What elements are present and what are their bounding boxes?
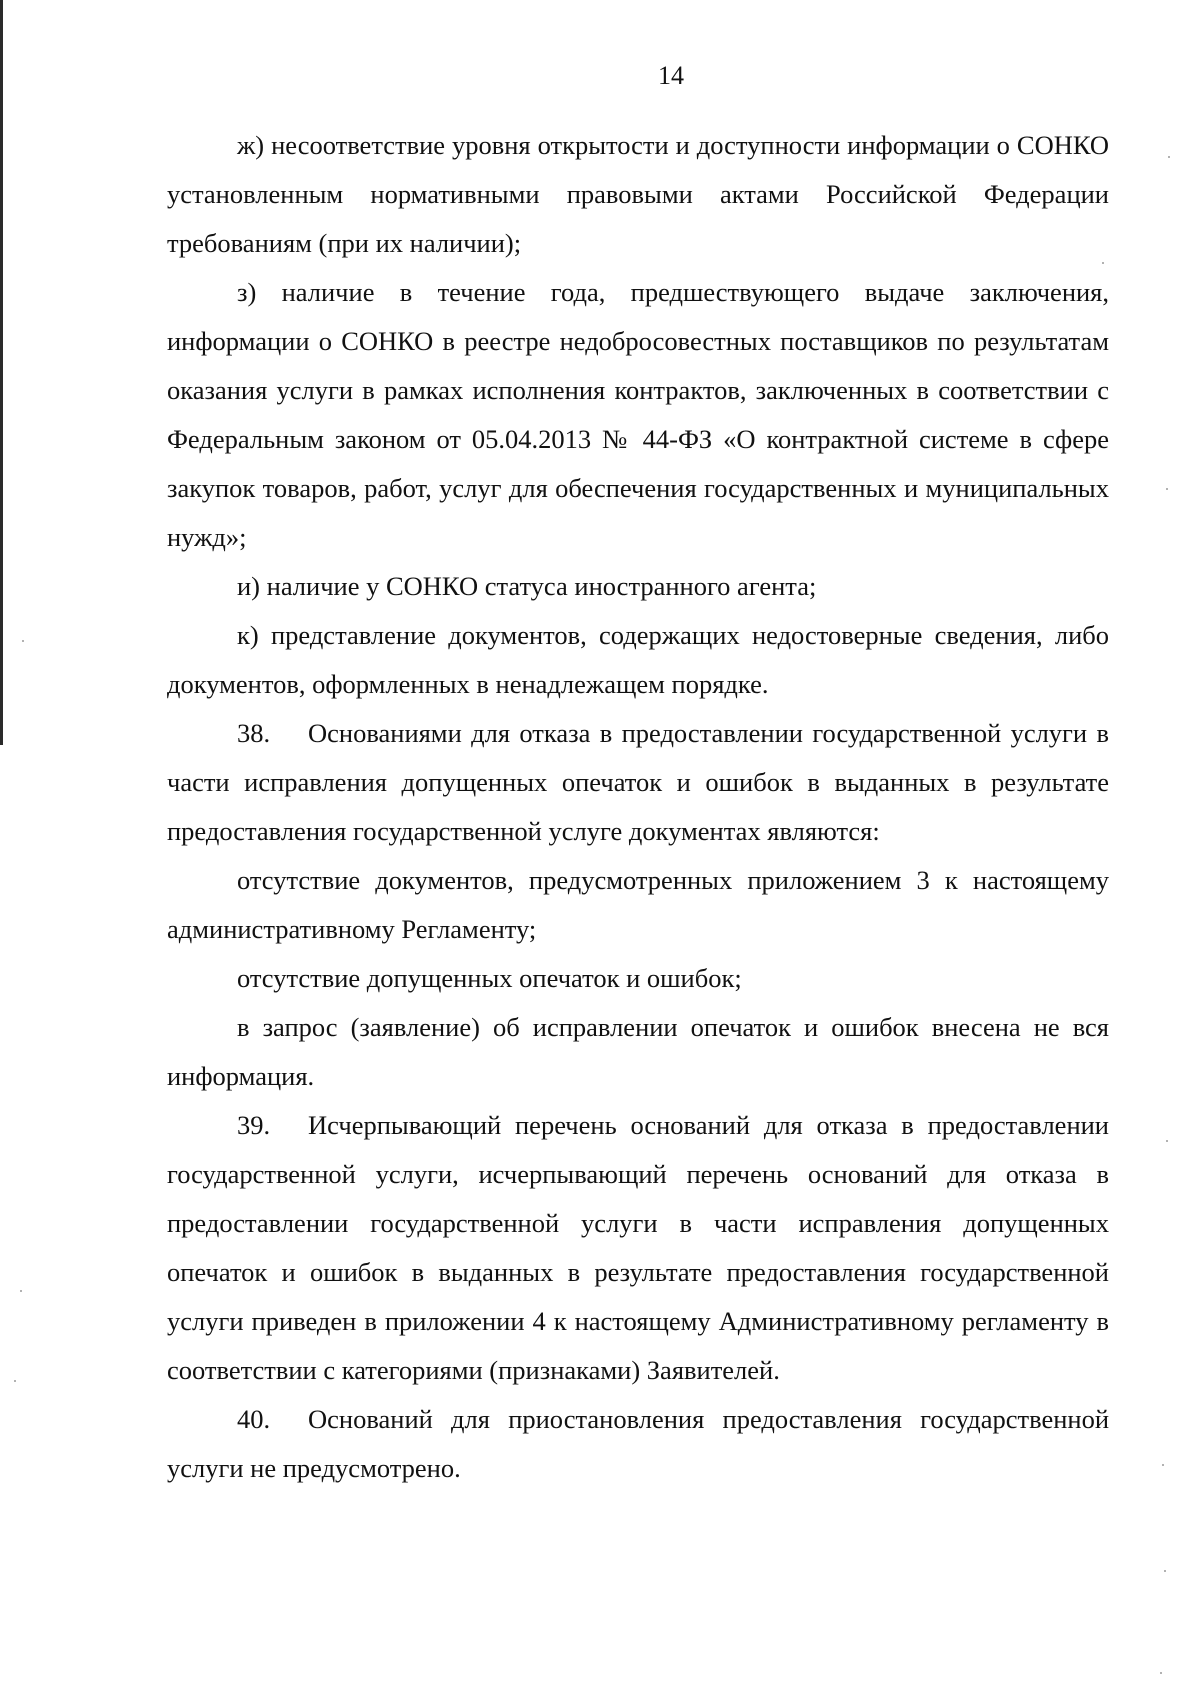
paragraph-number: 38. [237,718,271,748]
paragraph-38-item-3 [167,1003,1109,1101]
paragraph-text: и) наличие у СОНКО статуса иностранного агента; [237,571,817,601]
scan-edge [0,0,3,745]
paragraph-38-item-1 [167,856,1109,954]
paragraph-38-item-2 [167,954,1109,1003]
scan-speck [1160,1672,1162,1674]
scan-speck [1168,156,1170,158]
paragraph-text: отсутствие документов, предусмотренных приложением 3 к настоящему административному Регламенту; [167,865,1109,944]
paragraph-text: ж) несоответствие уровня открытости и доступности информации о СОНКО установленным нормативными правовыми актами Российской Федерации требованиям (при их наличии); [167,130,1109,258]
paragraph-number: 40. [237,1404,271,1434]
scan-speck [1164,1570,1166,1572]
paragraph-zh [167,121,1109,268]
paragraph-text: к) представление документов, содержащих недостоверные сведения, либо документов, оформленных в ненадлежащем порядке. [167,620,1109,699]
paragraph-number: 39. [237,1110,271,1140]
page-number: 14 [658,61,684,90]
document-body [167,121,1109,1493]
paragraph-40 [167,1395,1109,1493]
scan-speck [20,1290,22,1292]
paragraph-i [167,562,1109,611]
paragraph-k [167,611,1109,709]
scan-speck [1166,488,1168,490]
paragraph-text: Основаниями для отказа в предоставлении государственной услуги в части исправления допущенных опечаток и ошибок в выданных в результате предоставления государственной услуге документах являются: [167,718,1109,846]
paragraph-text: отсутствие допущенных опечаток и ошибок; [237,963,742,993]
paragraph-text: Исчерпывающий перечень оснований для отказа в предоставлении государственной услуги, исчерпывающий перечень оснований для отказа в предоставлении государственной услуги в части исправления допущенных опечаток и ошибок в выданных в результате предоставления государственной услуги приведен в приложении 4 к настоящему Административному регламенту в соответствии с категориями (признаками) Заявителей. [167,1110,1109,1385]
scan-speck [22,640,24,642]
scan-speck [1166,1140,1168,1142]
paragraph-39 [167,1101,1109,1395]
scan-speck [1102,262,1104,264]
paragraph-text: Оснований для приостановления предоставления государственной услуги не предусмотрено. [167,1404,1109,1483]
paragraph-text: з) наличие в течение года, предшествующего выдаче заключения, информации о СОНКО в реестре недобросовестных поставщиков по результатам оказания услуги в рамках исполнения контрактов, заключенных в соответствии с Федеральным законом от 05.04.2013 № 44-ФЗ «О контрактной системе в сфере закупок товаров, работ, услуг для обеспечения государственных и муниципальных нужд»; [167,277,1109,552]
scan-speck [14,1380,16,1382]
paragraph-38 [167,709,1109,856]
scan-speck [1162,1464,1164,1466]
paragraph-text: в запрос (заявление) об исправлении опечаток и ошибок внесена не вся информация. [167,1012,1109,1091]
paragraph-z [167,268,1109,562]
